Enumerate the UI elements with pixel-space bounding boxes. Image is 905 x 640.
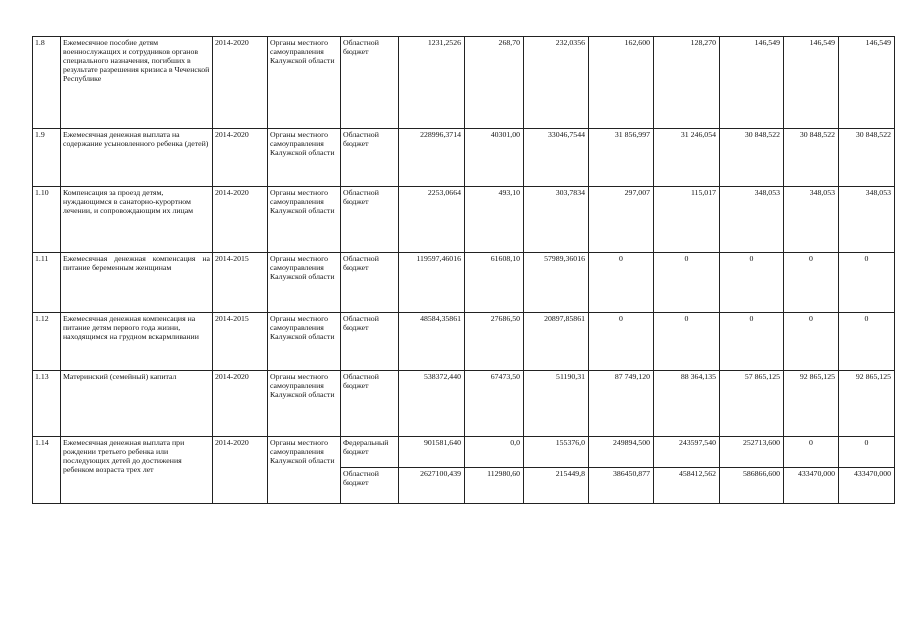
total-value: 2253,0664 bbox=[399, 187, 465, 253]
funding-source: Областной бюджет bbox=[341, 371, 399, 437]
year-value: 348,053 bbox=[720, 187, 784, 253]
year-value: 0 bbox=[589, 313, 654, 371]
year-value: 0 bbox=[784, 253, 839, 313]
row-number: 1.10 bbox=[33, 187, 61, 253]
total-value: 2627100,439 bbox=[399, 468, 465, 504]
total-value: 119597,46016 bbox=[399, 253, 465, 313]
row-number: 1.11 bbox=[33, 253, 61, 313]
year-value: 92 865,125 bbox=[839, 371, 895, 437]
year-value: 88 364,135 bbox=[654, 371, 720, 437]
year-value: 51190,31 bbox=[524, 371, 589, 437]
row-number: 1.8 bbox=[33, 37, 61, 129]
period: 2014-2020 bbox=[213, 37, 268, 129]
funding-source: Областной бюджет bbox=[341, 313, 399, 371]
year-value: 0,0 bbox=[465, 437, 524, 468]
row-number: 1.9 bbox=[33, 129, 61, 187]
period: 2014-2020 bbox=[213, 371, 268, 437]
funding-source: Областной бюджет bbox=[341, 129, 399, 187]
year-value: 0 bbox=[654, 253, 720, 313]
year-value: 31 246,054 bbox=[654, 129, 720, 187]
year-value: 232,0356 bbox=[524, 37, 589, 129]
executor: Органы местного самоуправления Калужской области bbox=[268, 313, 341, 371]
year-value: 31 856,997 bbox=[589, 129, 654, 187]
table-row bbox=[33, 37, 895, 129]
total-value: 228996,3714 bbox=[399, 129, 465, 187]
year-value: 146,549 bbox=[839, 37, 895, 129]
executor: Органы местного самоуправления Калужской области bbox=[268, 371, 341, 437]
year-value: 458412,562 bbox=[654, 468, 720, 504]
total-value: 538372,440 bbox=[399, 371, 465, 437]
funding-source: Федеральный бюджет bbox=[341, 437, 399, 468]
table-row bbox=[33, 437, 895, 468]
measure-name: Компенсация за проезд детям, нуждающимся в санаторно-курортном лечении, и сопровождающим их лицам bbox=[61, 187, 213, 253]
year-value: 433470,000 bbox=[784, 468, 839, 504]
period: 2014-2015 bbox=[213, 253, 268, 313]
year-value: 0 bbox=[720, 253, 784, 313]
year-value: 0 bbox=[784, 437, 839, 468]
measure-name: Ежемесячная денежная выплата на содержание усыновленного ребенка (детей) bbox=[61, 129, 213, 187]
program-table bbox=[32, 36, 895, 504]
executor: Органы местного самоуправления Калужской области bbox=[268, 37, 341, 129]
year-value: 57989,36016 bbox=[524, 253, 589, 313]
year-value: 0 bbox=[720, 313, 784, 371]
period: 2014-2020 bbox=[213, 129, 268, 187]
year-value: 30 848,522 bbox=[720, 129, 784, 187]
year-value: 40301,00 bbox=[465, 129, 524, 187]
year-value: 112980,60 bbox=[465, 468, 524, 504]
year-value: 297,007 bbox=[589, 187, 654, 253]
funding-source: Областной бюджет bbox=[341, 253, 399, 313]
row-number: 1.12 bbox=[33, 313, 61, 371]
measure-name: Ежемесячное пособие детям военнослужащих и сотрудников органов специального назначения, погибших в результате разрешения кризиса в Чеченской Республике bbox=[61, 37, 213, 129]
year-value: 268,70 bbox=[465, 37, 524, 129]
table-row bbox=[33, 371, 895, 437]
year-value: 0 bbox=[784, 313, 839, 371]
year-value: 252713,600 bbox=[720, 437, 784, 468]
measure-name: Ежемесячная денежная компенсация на питание детям первого года жизни, находящимся на грудном вскармливании bbox=[61, 313, 213, 371]
measure-name: Материнский (семейный) капитал bbox=[61, 371, 213, 437]
table-row bbox=[33, 129, 895, 187]
year-value: 146,549 bbox=[784, 37, 839, 129]
table-row bbox=[33, 187, 895, 253]
row-number: 1.14 bbox=[33, 437, 61, 504]
year-value: 30 848,522 bbox=[784, 129, 839, 187]
year-value: 0 bbox=[839, 313, 895, 371]
measure-name: Ежемесячная денежная выплата при рождении третьего ребенка или последующих детей до достижения ребенком возраста трех лет bbox=[61, 437, 213, 504]
year-value: 146,549 bbox=[720, 37, 784, 129]
year-value: 0 bbox=[839, 437, 895, 468]
total-value: 48584,35861 bbox=[399, 313, 465, 371]
year-value: 115,017 bbox=[654, 187, 720, 253]
year-value: 386450,877 bbox=[589, 468, 654, 504]
year-value: 433470,000 bbox=[839, 468, 895, 504]
year-value: 215449,8 bbox=[524, 468, 589, 504]
executor: Органы местного самоуправления Калужской области bbox=[268, 253, 341, 313]
year-value: 348,053 bbox=[839, 187, 895, 253]
year-value: 348,053 bbox=[784, 187, 839, 253]
table-row bbox=[33, 253, 895, 313]
year-value: 493,10 bbox=[465, 187, 524, 253]
period: 2014-2020 bbox=[213, 187, 268, 253]
year-value: 586866,600 bbox=[720, 468, 784, 504]
period: 2014-2020 bbox=[213, 437, 268, 504]
year-value: 155376,0 bbox=[524, 437, 589, 468]
year-value: 67473,50 bbox=[465, 371, 524, 437]
year-value: 20897,85861 bbox=[524, 313, 589, 371]
year-value: 33046,7544 bbox=[524, 129, 589, 187]
year-value: 87 749,120 bbox=[589, 371, 654, 437]
row-number: 1.13 bbox=[33, 371, 61, 437]
year-value: 162,600 bbox=[589, 37, 654, 129]
table-row bbox=[33, 313, 895, 371]
year-value: 243597,540 bbox=[654, 437, 720, 468]
total-value: 1231,2526 bbox=[399, 37, 465, 129]
year-value: 0 bbox=[654, 313, 720, 371]
funding-source: Областной бюджет bbox=[341, 468, 399, 504]
year-value: 0 bbox=[839, 253, 895, 313]
executor: Органы местного самоуправления Калужской области bbox=[268, 187, 341, 253]
period: 2014-2015 bbox=[213, 313, 268, 371]
funding-source: Областной бюджет bbox=[341, 187, 399, 253]
year-value: 57 865,125 bbox=[720, 371, 784, 437]
year-value: 303,7834 bbox=[524, 187, 589, 253]
executor: Органы местного самоуправления Калужской области bbox=[268, 129, 341, 187]
year-value: 249894,500 bbox=[589, 437, 654, 468]
funding-source: Областной бюджет bbox=[341, 37, 399, 129]
year-value: 30 848,522 bbox=[839, 129, 895, 187]
total-value: 901581,640 bbox=[399, 437, 465, 468]
measure-name: Ежемесячная денежная компенсация на питание беременным женщинам bbox=[61, 253, 213, 313]
year-value: 27686,50 bbox=[465, 313, 524, 371]
executor: Органы местного самоуправления Калужской области bbox=[268, 437, 341, 504]
year-value: 0 bbox=[589, 253, 654, 313]
year-value: 61608,10 bbox=[465, 253, 524, 313]
year-value: 92 865,125 bbox=[784, 371, 839, 437]
year-value: 128,270 bbox=[654, 37, 720, 129]
